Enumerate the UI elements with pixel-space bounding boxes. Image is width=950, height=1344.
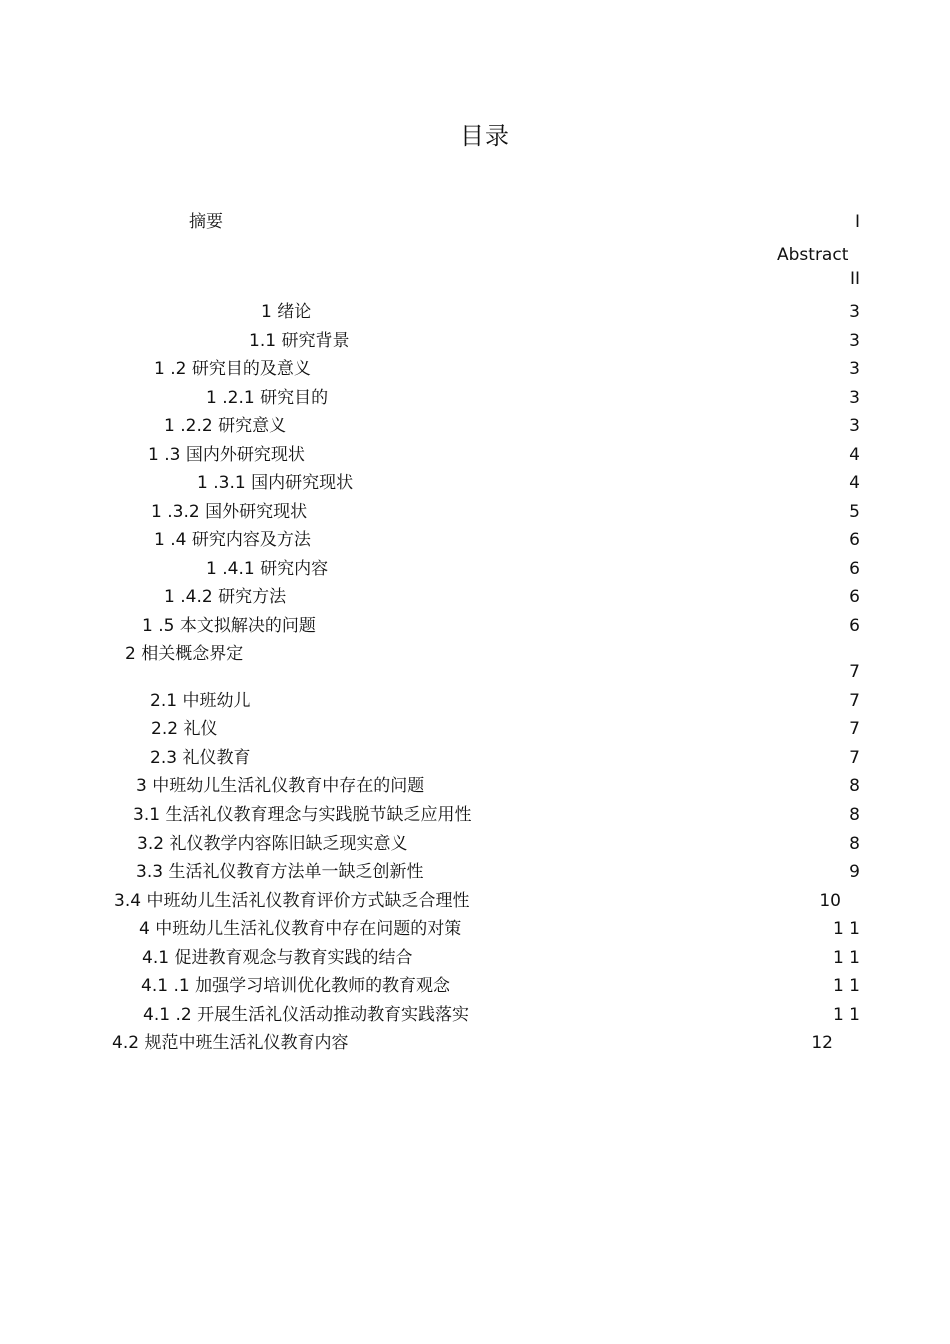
toc-entry-label: Abstract: [777, 245, 849, 265]
toc-entry-page: 4: [849, 445, 860, 465]
toc-entry-page: 7: [849, 662, 860, 682]
toc-entry-page: 7: [849, 691, 860, 711]
toc-entry-page: 1 1: [832, 976, 860, 996]
toc-title: 目录: [460, 122, 510, 150]
toc-entry-label: 4.2 规范中班生活礼仪教育内容: [112, 1033, 349, 1053]
toc-entry-label: 1 .2.2 研究意义: [164, 416, 287, 436]
toc-entry-label: 4.1 促进教育观念与教育实践的结合: [142, 948, 413, 968]
toc-entry-page: 9: [849, 862, 860, 882]
toc-entry-page: 7: [849, 719, 860, 739]
toc-entry-page: 10: [819, 891, 841, 911]
toc-entry-label: 1 .2 研究目的及意义: [154, 359, 311, 379]
toc-entry-page: 6: [849, 530, 860, 550]
toc-entry-page: 5: [849, 502, 860, 522]
toc-entry-label: 2 相关概念界定: [125, 644, 244, 664]
toc-entry-label: 4 中班幼儿生活礼仪教育中存在问题的对策: [139, 919, 462, 939]
toc-entry-page: 8: [849, 776, 860, 796]
toc-entry-page: 7: [849, 748, 860, 768]
toc-entry-page: 3: [849, 302, 860, 322]
toc-entry-page: 3: [849, 331, 860, 351]
toc-entry-page: 6: [849, 559, 860, 579]
toc-entry-label: 1 .4 研究内容及方法: [154, 530, 311, 550]
toc-entry-label: 3 中班幼儿生活礼仪教育中存在的问题: [136, 776, 425, 796]
toc-entry-label: 3.3 生活礼仪教育方法单一缺乏创新性: [136, 862, 424, 882]
toc-entry-label: 1 .4.1 研究内容: [206, 559, 329, 579]
toc-entry-label: 1.1 研究背景: [249, 331, 350, 351]
toc-entry-label: 2.1 中班幼儿: [150, 691, 251, 711]
toc-entry-page: 3: [849, 416, 860, 436]
toc-entry-label: 4.1 .1 加强学习培训优化教师的教育观念: [141, 976, 451, 996]
toc-entry-page: 4: [849, 473, 860, 493]
toc-entry-label: 2.3 礼仪教育: [150, 748, 251, 768]
toc-entry-page: 1 1: [832, 1005, 860, 1025]
toc-entry-label: 1 .3.2 国外研究现状: [151, 502, 308, 522]
toc-entry-page: 6: [849, 616, 860, 636]
toc-entry-page: I: [854, 212, 860, 232]
toc-entry-label: 1 .2.1 研究目的: [206, 388, 329, 408]
toc-entry-label: 3.1 生活礼仪教育理念与实践脱节缺乏应用性: [133, 805, 472, 825]
toc-entry-label: 1 .3 国内外研究现状: [148, 445, 305, 465]
toc-entry-page: 12: [811, 1033, 833, 1053]
toc-entry-label: 1 绪论: [261, 302, 312, 322]
toc-entry-label: 3.4 中班幼儿生活礼仪教育评价方式缺乏合理性: [114, 891, 470, 911]
toc-entry-label: 摘要: [189, 212, 223, 232]
toc-entry-label: 2.2 礼仪: [151, 719, 218, 739]
toc-entry-label: 3.2 礼仪教学内容陈旧缺乏现实意义: [137, 834, 408, 854]
toc-entry-page: 8: [849, 834, 860, 854]
toc-entry-page: 1 1: [832, 919, 860, 939]
toc-entry-page: 6: [849, 587, 860, 607]
toc-entry-label: 1 .5 本文拟解决的问题: [142, 616, 316, 636]
toc-entry-page: II: [849, 269, 860, 289]
toc-entry-label: 1 .3.1 国内研究现状: [197, 473, 354, 493]
toc-entry-label: 4.1 .2 开展生活礼仪活动推动教育实践落实: [143, 1005, 470, 1025]
toc-entry-page: 8: [849, 805, 860, 825]
toc-entry-page: 3: [849, 359, 860, 379]
toc-entry-label: 1 .4.2 研究方法: [164, 587, 287, 607]
toc-entry-page: 1 1: [832, 948, 860, 968]
toc-entry-page: 3: [849, 388, 860, 408]
